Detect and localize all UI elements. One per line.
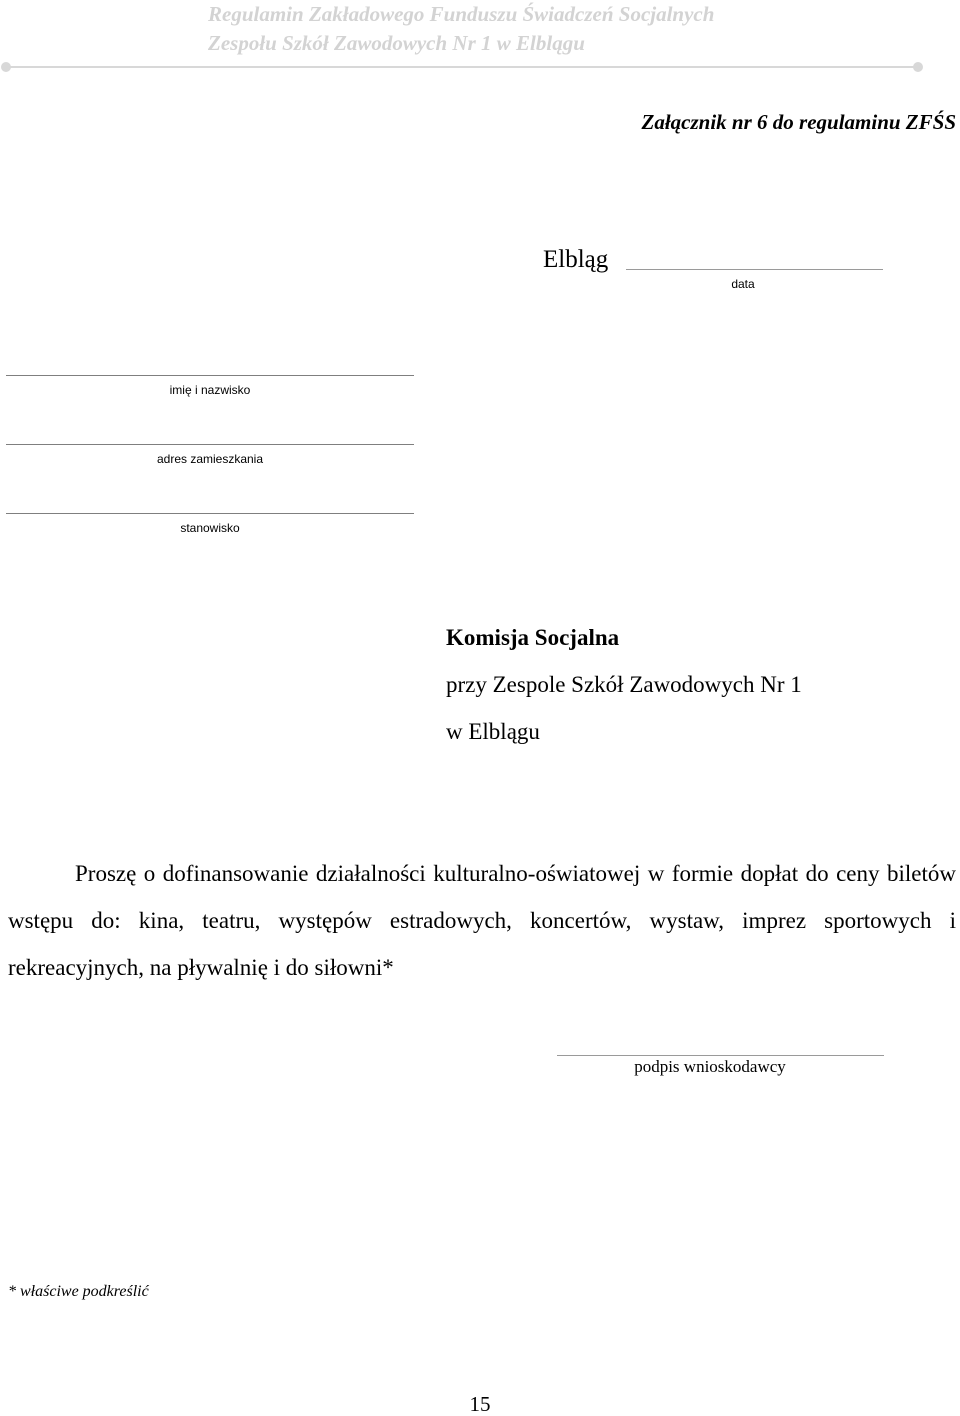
- footnote: * właściwe podkreślić: [8, 1283, 149, 1300]
- addressee-line2: przy Zespole Szkół Zawodowych Nr 1: [446, 672, 802, 697]
- running-header-line2: Zespołu Szkół Zawodowych Nr 1 w Elblągu: [208, 31, 585, 55]
- name-line: [6, 375, 414, 376]
- running-header-line1: Regulamin Zakładowego Funduszu Świadczeń Socjalnych: [208, 2, 715, 26]
- address-label: adres zamieszkania: [156, 452, 264, 466]
- page-number: 15: [469, 1392, 491, 1416]
- annex-title: Załącznik nr 6 do regulaminu ZFŚS: [641, 110, 956, 134]
- addressee-line1: Komisja Socjalna: [446, 625, 620, 650]
- name-label: imię i nazwisko: [169, 383, 251, 397]
- place-city: Elbląg: [543, 246, 609, 273]
- signature-line: [557, 1055, 884, 1056]
- header-rule-right-dot: [913, 62, 923, 72]
- date-line: [626, 269, 883, 270]
- signature-label: podpis wnioskodawcy: [634, 1057, 786, 1076]
- header-rule: [10, 66, 918, 68]
- addressee-line3: w Elblągu: [446, 719, 540, 744]
- request-text: Proszę o dofinansowanie działalności kulturalno-oświatowej w formie dopłat do ceny biletów wstępu do: kina, teatru, występów estradowych, koncertów, wystaw, imprez sportowych i rekreacyjnych, na pływalnię i do siłowni*: [8, 861, 956, 980]
- date-label: data: [731, 277, 755, 291]
- address-line: [6, 444, 414, 445]
- position-label: stanowisko: [180, 521, 240, 535]
- position-line: [6, 513, 414, 514]
